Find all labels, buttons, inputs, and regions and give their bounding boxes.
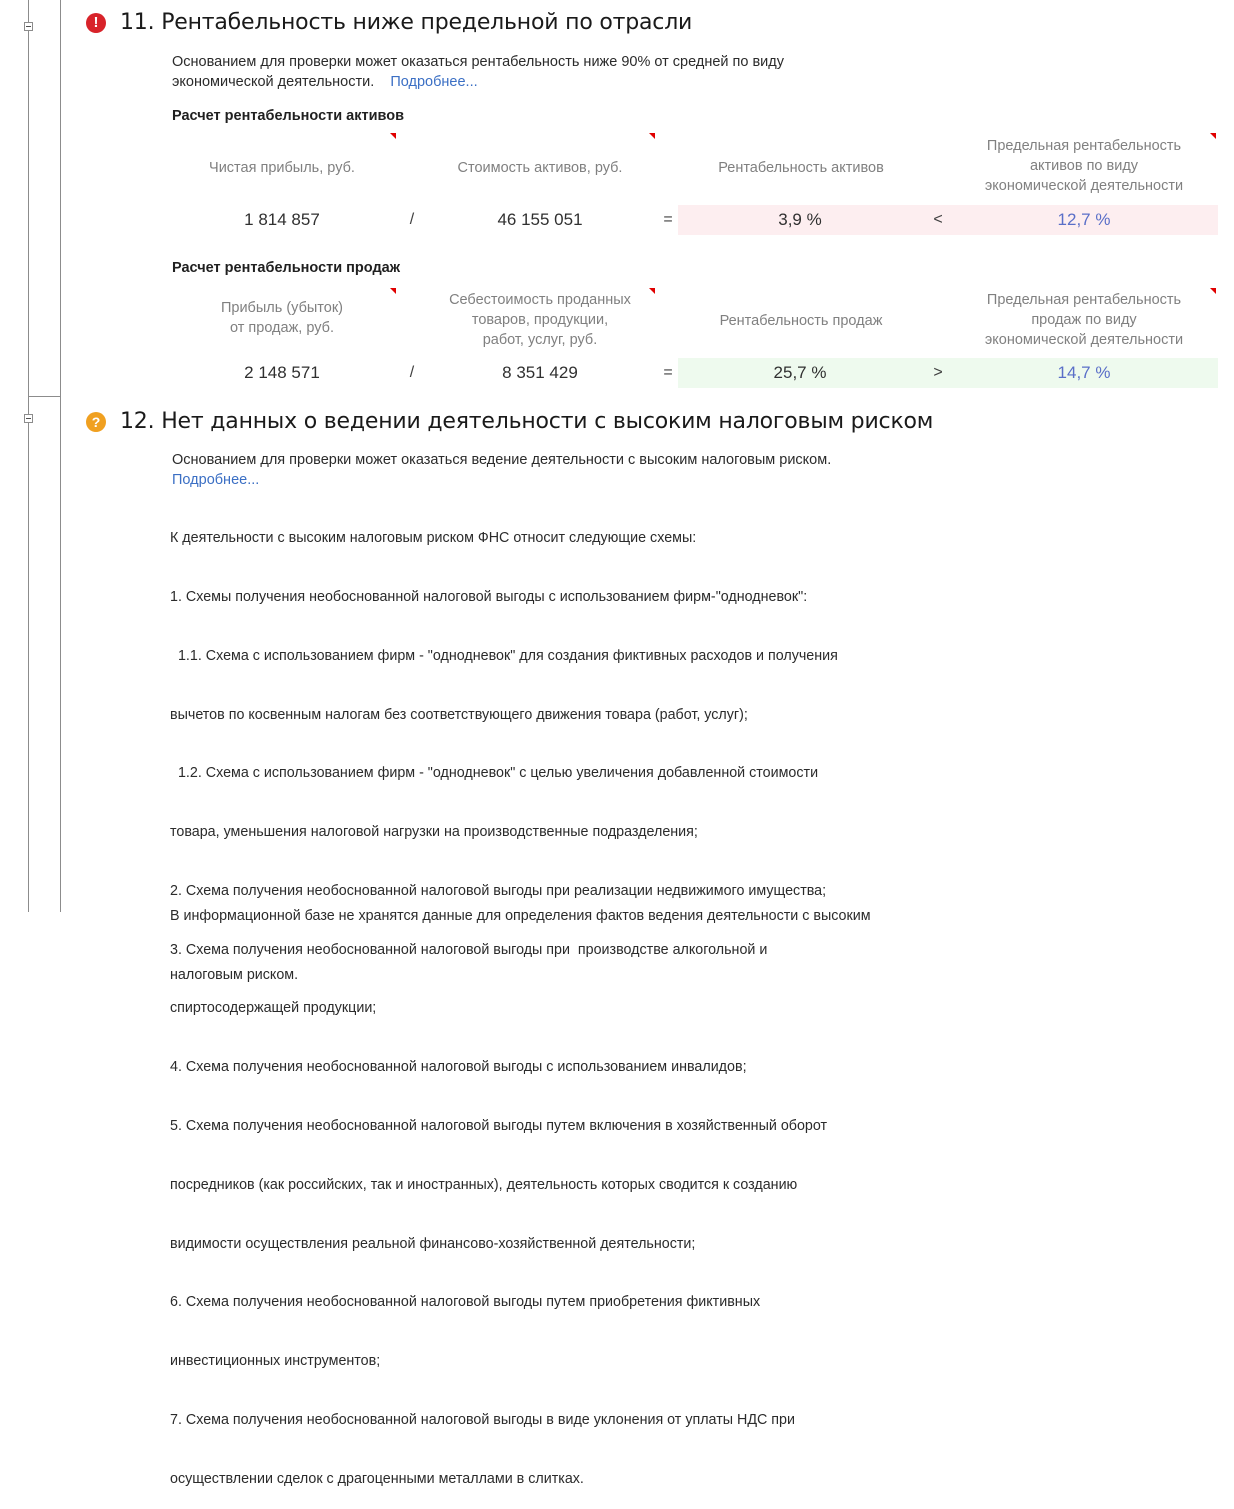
tree-branch-11 [28,396,60,397]
division-sign: / [409,364,415,381]
list-item: К деятельности с высоким налоговым риском ФНС относит следующие схемы: [170,530,697,547]
header-line: от продаж, руб. [229,320,334,336]
division-sign: / [409,211,415,228]
note-marker[interactable] [390,288,396,294]
assets-return-value: 3,9 % [778,210,822,229]
sales-profit-value[interactable]: 2 148 571 [244,363,320,382]
col-header-assets-cost: Стоимость активов, руб. [457,160,623,176]
list-item: 3. Схема получения необоснованной налоговой выгоды при производстве алкогольной и [170,941,768,958]
section-12-description [172,450,831,490]
list-item: вычетов по косвенным налогам без соответствующего движения товара (работ, услуг); [170,706,748,723]
header-line: продаж по виду [1031,312,1137,328]
header-line: экономической деятельности [984,332,1184,348]
error-icon: ! [86,13,106,33]
header-line: Себестоимость проданных [449,292,631,308]
list-item: посредников (как российских, так и иностранных), деятельность которых сводится к созданию [170,1176,798,1193]
section-11-description [172,52,784,92]
section-11-number: 11. [120,10,155,35]
tree-line-left [28,0,29,912]
equals-sign: = [663,364,673,381]
list-item: 6. Схема получения необоснованной налоговой выгоды путем приобретения фиктивных [170,1294,761,1311]
more-link[interactable]: Подробнее... [172,472,260,488]
list-item: инвестиционных инструментов; [170,1353,381,1370]
collapse-toggle-11[interactable] [24,22,33,31]
less-than-sign: < [933,211,943,228]
sales-heading: Расчет рентабельности продаж [172,260,401,276]
col-header-assets-limit [948,136,1220,196]
section-12-number: 12. [120,409,155,434]
list-item: 2. Схема получения необоснованной налоговой выгоды при реализации недвижимого имущества; [170,882,827,899]
list-item: осуществлении сделок с драгоценными металлами в слитках. [170,1470,584,1487]
header-line: Предельная рентабельность [986,292,1182,308]
section-12-title [120,409,933,434]
desc-line: Основанием для проверки может оказаться ведение деятельности с высоким налоговым риском. [172,452,832,468]
section-12-title-text: Нет данных о ведении деятельности с высоким налоговым риском [161,409,934,434]
col-header-sales-profit [172,298,392,338]
col-header-sales-cost [420,290,660,350]
col-header-sales-return: Рентабельность продаж [719,313,883,329]
sales-return-value: 25,7 % [773,363,827,382]
section-11-title-text: Рентабельность ниже предельной по отрасли [161,10,693,35]
assets-heading: Расчет рентабельности активов [172,108,405,124]
list-item: 1.2. Схема с использованием фирм - "однодневок" с целью увеличения добавленной стоимости [170,765,819,782]
col-header-sales-limit [948,290,1220,350]
list-item: 4. Схема получения необоснованной налоговой выгоды с использованием инвалидов; [170,1059,747,1076]
greater-than-sign: > [933,364,943,381]
col-header-net-profit: Чистая прибыль, руб. [209,160,355,176]
note-line: В информационной базе не хранятся данные для определения фактов ведения деятельности с высоким [170,908,871,925]
col-header-assets-return: Рентабельность активов [718,160,884,176]
header-line: товаров, продукции, [471,312,609,328]
list-item: товара, уменьшения налоговой нагрузки на производственные подразделения; [170,824,698,841]
section-11-title [120,10,692,35]
collapse-toggle-12[interactable] [24,414,33,423]
assets-limit-value: 12,7 % [1057,210,1111,229]
note-marker[interactable] [1210,288,1216,294]
header-line: работ, услуг, руб. [482,332,598,348]
list-item: 1.1. Схема с использованием фирм - "однодневок" для создания фиктивных расходов и получения [170,647,838,664]
header-line: Прибыль (убыток) [220,300,344,316]
note-marker[interactable] [649,133,655,139]
desc-line: Основанием для проверки может оказаться рентабельность ниже 90% от средней по виду [172,54,784,70]
sales-cost-value[interactable]: 8 351 429 [502,363,578,382]
sales-limit-value: 14,7 % [1057,363,1111,382]
list-item: 7. Схема получения необоснованной налоговой выгоды в виде уклонения от уплаты НДС при [170,1411,795,1428]
header-line: экономической деятельности [984,178,1184,194]
equals-sign: = [663,211,673,228]
no-data-note [170,868,871,1005]
more-link[interactable]: Подробнее... [390,74,478,90]
list-item: видимости осуществления реальной финансово-хозяйственной деятельности; [170,1235,696,1252]
list-item: 1. Схемы получения необоснованной налоговой выгоды с использованием фирм-"однодневок": [170,588,808,605]
note-marker[interactable] [649,288,655,294]
warning-icon: ? [86,412,106,432]
net-profit-value[interactable]: 1 814 857 [244,210,320,229]
header-line: активов по виду [1029,158,1139,174]
assets-cost-value[interactable]: 46 155 051 [497,210,583,229]
note-line: налоговым риском. [170,966,299,983]
list-item: спиртосодержащей продукции; [170,1000,377,1017]
note-marker[interactable] [1210,133,1216,139]
note-marker[interactable] [390,133,396,139]
header-line: Предельная рентабельность [986,138,1182,154]
tree-line-right [60,0,61,912]
list-item: 5. Схема получения необоснованной налоговой выгоды путем включения в хозяйственный оборот [170,1118,828,1134]
desc-line: экономической деятельности. [172,74,375,90]
